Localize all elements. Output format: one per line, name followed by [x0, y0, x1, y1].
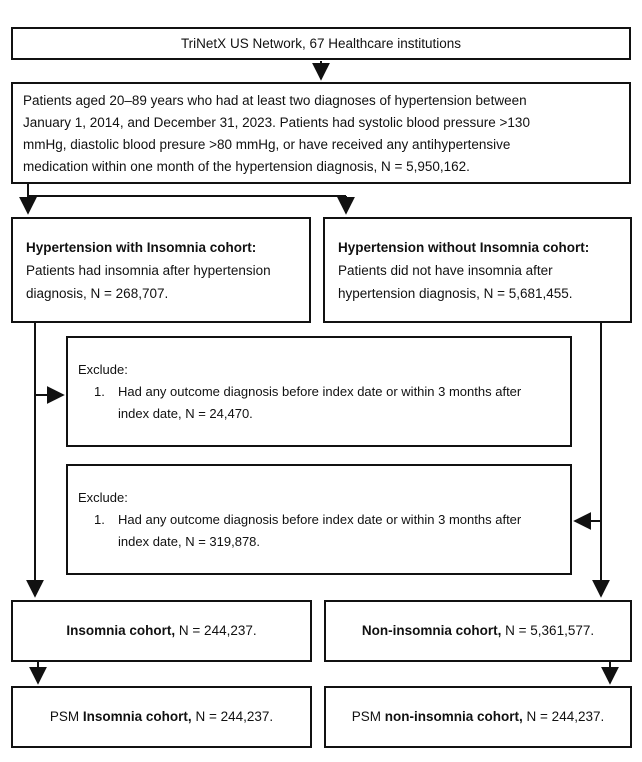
eligibility-line: mmHg, diastolic blood presure >80 mmHg, or have received any antihypertensive: [23, 137, 511, 152]
cohort-body-line: hypertension diagnosis, N = 5,681,455.: [338, 285, 573, 301]
psm-non-insomnia-cohort-box: [324, 686, 632, 748]
cohort-title: [26, 236, 296, 259]
insomnia-cohort-n: N = 244,237.: [178, 623, 257, 638]
cohort-body-line: Patients did not have insomnia after: [338, 262, 553, 278]
psm-insomnia-cohort-box: [11, 686, 312, 748]
exclude-item-number: 1.: [94, 511, 105, 527]
exclude-insomnia-box: [66, 336, 572, 447]
psm-non-insomnia-cohort-n: N = 244,237.: [526, 709, 605, 724]
insomnia-cohort-text: [66, 620, 256, 642]
eligibility-line: medication within one month of the hypertension diagnosis, N = 5,950,162.: [23, 159, 470, 174]
non-insomnia-cohort-n: N = 5,361,577.: [505, 623, 595, 638]
eligibility-box: [11, 82, 631, 184]
exclude-label: Exclude:: [78, 489, 128, 505]
psm-prefix: PSM: [49, 709, 80, 724]
exclude-item-line: index date, N = 319,878.: [118, 533, 261, 549]
cohort-title-text: Hypertension without Insomnia cohort:: [338, 239, 590, 255]
hypertension-with-insomnia-cohort-box: [11, 217, 311, 323]
psm-non-insomnia-cohort-text: [352, 706, 604, 728]
exclude-item: [94, 509, 562, 553]
exclude-item-line: index date, N = 24,470.: [118, 405, 253, 421]
non-insomnia-cohort-bold: Non-insomnia cohort,: [361, 623, 502, 638]
psm-insomnia-cohort-n: N = 244,237.: [195, 709, 274, 724]
eligibility-line: January 1, 2014, and December 31, 2023. Patients had systolic blood pressure >130: [23, 115, 530, 130]
insomnia-cohort-box: [11, 600, 312, 662]
psm-insomnia-cohort-bold: Insomnia cohort,: [82, 709, 192, 724]
exclude-label: Exclude:: [78, 361, 128, 377]
exclude-item-text: [118, 381, 521, 425]
cohort-body-line: Patients had insomnia after hypertension: [26, 262, 271, 278]
non-insomnia-cohort-box: [324, 600, 632, 662]
eligibility-line: Patients aged 20–89 years who had at least two diagnoses of hypertension between: [23, 93, 527, 108]
exclude-item: [94, 381, 562, 425]
exclude-item-number: 1.: [94, 383, 105, 399]
cohort-body-line: diagnosis, N = 268,707.: [26, 285, 169, 301]
psm-insomnia-cohort-text: [50, 706, 273, 728]
network-box: [11, 27, 631, 60]
exclude-no-insomnia-box: [66, 464, 572, 575]
psm-prefix: PSM: [351, 709, 382, 724]
insomnia-cohort-bold: Insomnia cohort,: [66, 623, 176, 638]
psm-non-insomnia-cohort-bold: non-insomnia cohort,: [384, 709, 523, 724]
network-box-text: TriNetX US Network, 67 Healthcare institutions: [180, 35, 462, 51]
cohort-title-text: Hypertension with Insomnia cohort:: [26, 239, 257, 255]
cohort-title: [338, 236, 617, 259]
exclude-item-line: Had any outcome diagnosis before index date or within 3 months after: [118, 511, 522, 527]
hypertension-without-insomnia-cohort-box: [323, 217, 632, 323]
non-insomnia-cohort-text: [362, 620, 594, 642]
exclude-item-text: [118, 509, 521, 553]
exclude-item-line: Had any outcome diagnosis before index date or within 3 months after: [118, 383, 522, 399]
